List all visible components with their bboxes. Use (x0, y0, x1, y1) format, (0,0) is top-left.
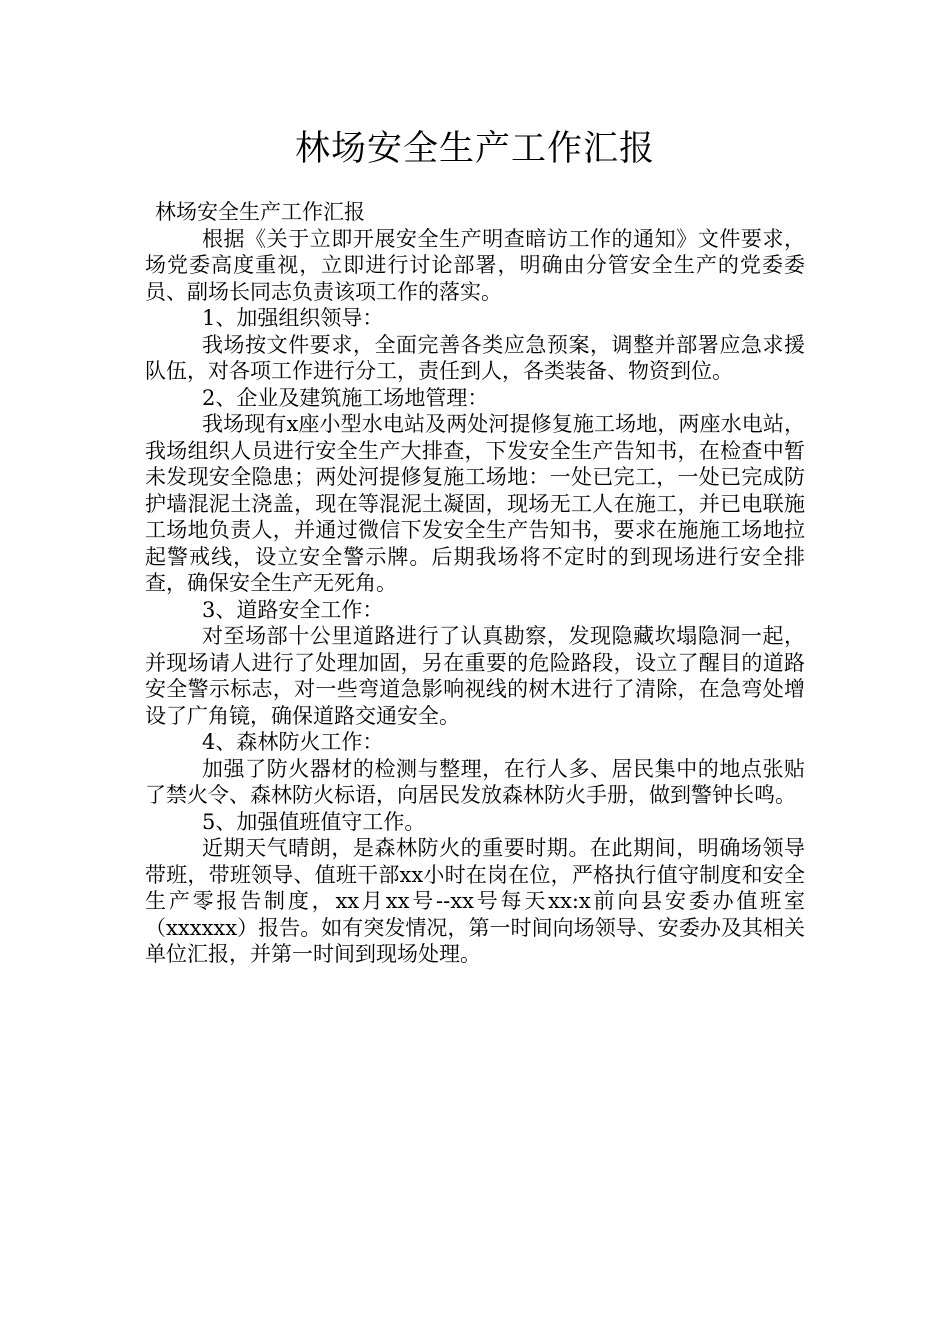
paragraph-road-safety: 对至场部十公里道路进行了认真勘察，发现隐藏坎塌隐洞一起，并现场请人进行了处理加固，另在重要的危险路段，设立了醒目的道路安全警示标志，对一些弯道急影响视线的树木进行了清除，在急弯处增设了广角镜，确保道路交通安全。 (145, 624, 805, 728)
paragraph-organization: 我场按文件要求，全面完善各类应急预案，调整并部署应急求援队伍，对各项工作进行分工，责任到人，各类装备、物资到位。 (145, 332, 805, 383)
document-subtitle: 林场安全生产工作汇报 (155, 200, 365, 224)
section-heading-organization: 1、加强组织领导： (202, 306, 384, 330)
paragraph-fire-prevention: 加强了防火器材的检测与整理，在行人多、居民集中的地点张贴了禁火令、森林防火标语，向居民发放森林防火手册，做到警钟长鸣。 (145, 756, 805, 807)
section-heading-fire-prevention: 4、森林防火工作： (202, 730, 384, 754)
paragraph-intro: 根据《关于立即开展安全生产明查暗访工作的通知》文件要求，场党委高度重视，立即进行讨论部署，明确由分管安全生产的党委委员、副场长同志负责该项工作的落实。 (145, 226, 805, 304)
document-body (145, 199, 805, 968)
document-title: 林场安全生产工作汇报 (294, 129, 655, 169)
section-heading-construction: 2、企业及建筑施工场地管理： (202, 385, 489, 410)
paragraph-construction: 我场现有x座小型水电站及两处河提修复施工场地，两座水电站，我场组织人员进行安全生产大排查，下发安全生产告知书，在检查中暂未发现安全隐患；两处河提修复施工场地：一处已完工，一处已完成防护墙混泥土浇盖，现在等混泥土凝固，现场无工人在施工，并已电联施工场地负责人，并通过微信下发安全生产告知书，要求在施施工场地拉起警戒线，设立安全警示牌。后期我场将不定时的到现场进行安全排查，确保安全生产无死角。 (145, 412, 805, 595)
paragraph-duty: 近期天气晴朗，是森林防火的重要时期。在此期间，明确场领导带班，带班领导、值班干部xx小时在岗在位，严格执行值守制度和安全生产零报告制度，xx月xx号--xx号每天xx:x前向县安委办值班室（xxxxxx）报告。如有突发情况，第一时间向场领导、安委办及其相关单位汇报，并第一时间到现场处理。 (145, 836, 805, 966)
section-heading-duty: 5、加强值班值守工作。 (202, 809, 426, 834)
section-heading-road-safety: 3、道路安全工作： (202, 597, 384, 622)
